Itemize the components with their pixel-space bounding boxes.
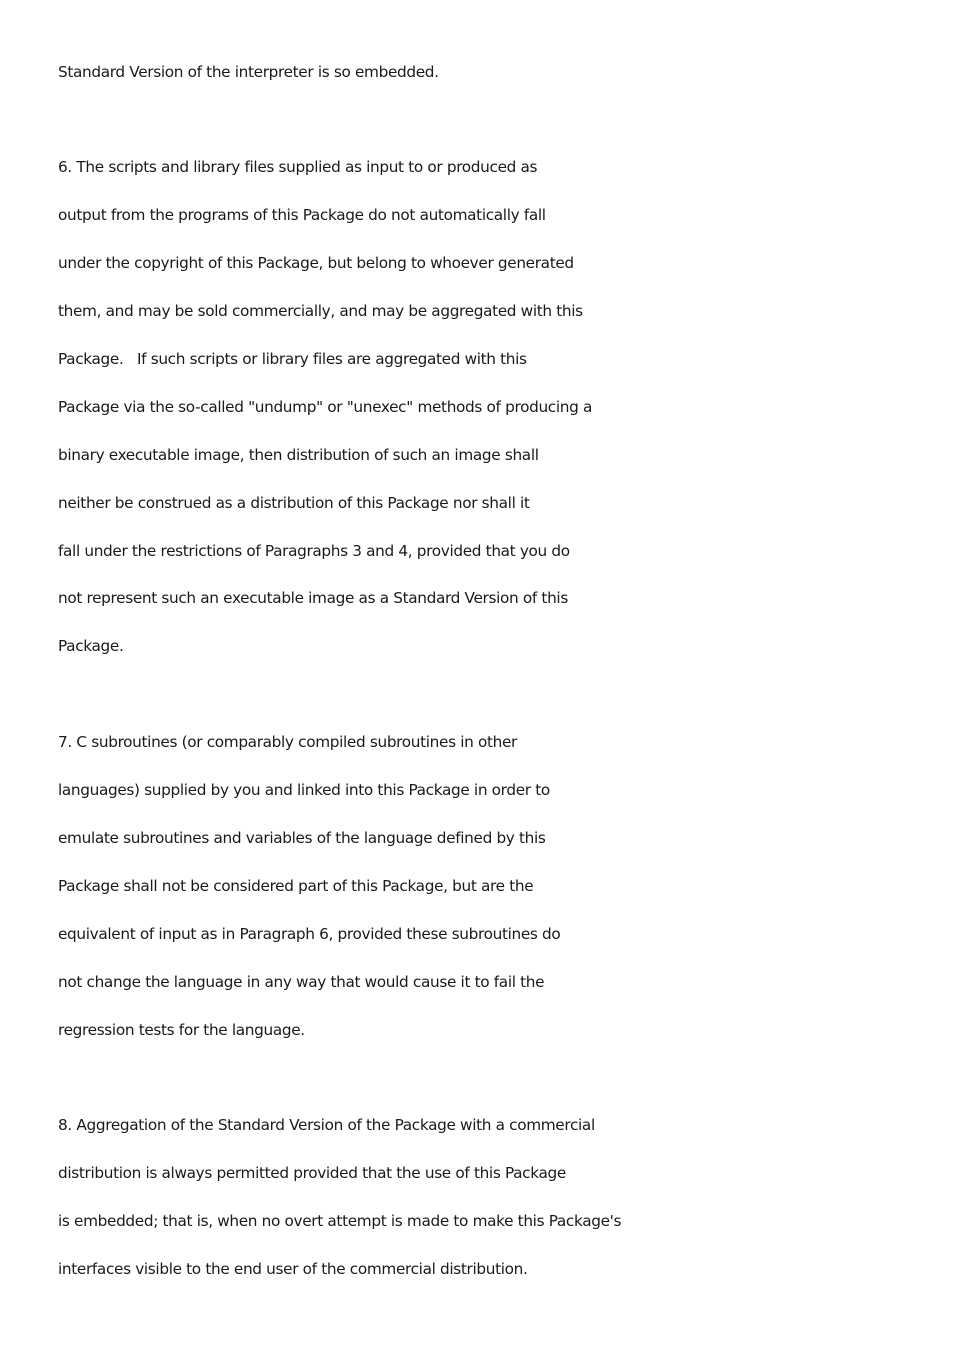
text-line: 6. The scripts and library files supplied as input to or produced as [58, 158, 538, 176]
text-line: languages) supplied by you and linked into this Package in order to [58, 781, 550, 799]
text-line: interfaces visible to the end user of the commercial distribution. [58, 1260, 528, 1278]
text-line: them, and may be sold commercially, and may be aggregated with this [58, 302, 583, 320]
text-line: fall under the restrictions of Paragraphs 3 and 4, provided that you do [58, 542, 570, 560]
text-line: distribution is always permitted provided that the use of this Package [58, 1164, 566, 1182]
text-line: Package via the so-called "undump" or "unexec" methods of producing a [58, 398, 592, 416]
text-line: is embedded; that is, when no overt attempt is made to make this Package's [58, 1212, 622, 1230]
text-line: Package. [58, 637, 124, 655]
text-line: Package. If such scripts or library files are aggregated with this [58, 350, 527, 368]
text-line: 7. C subroutines (or comparably compiled subroutines in other [58, 733, 517, 751]
text-line: under the copyright of this Package, but belong to whoever generated [58, 254, 574, 272]
text-line: Standard Version of the interpreter is so embedded. [58, 63, 439, 81]
text-line: equivalent of input as in Paragraph 6, provided these subroutines do [58, 925, 561, 943]
text-line: binary executable image, then distribution of such an image shall [58, 446, 539, 464]
text-line: Package shall not be considered part of this Package, but are the [58, 877, 534, 895]
text-line: not represent such an executable image as a Standard Version of this [58, 589, 568, 607]
text-line: emulate subroutines and variables of the language defined by this [58, 829, 546, 847]
text-line: output from the programs of this Package do not automatically fall [58, 206, 546, 224]
text-line: regression tests for the language. [58, 1021, 305, 1039]
text-line: not change the language in any way that would cause it to fail the [58, 973, 545, 991]
text-line: neither be construed as a distribution of this Package nor shall it [58, 494, 530, 512]
text-line: 8. Aggregation of the Standard Version of the Package with a commercial [58, 1116, 595, 1134]
